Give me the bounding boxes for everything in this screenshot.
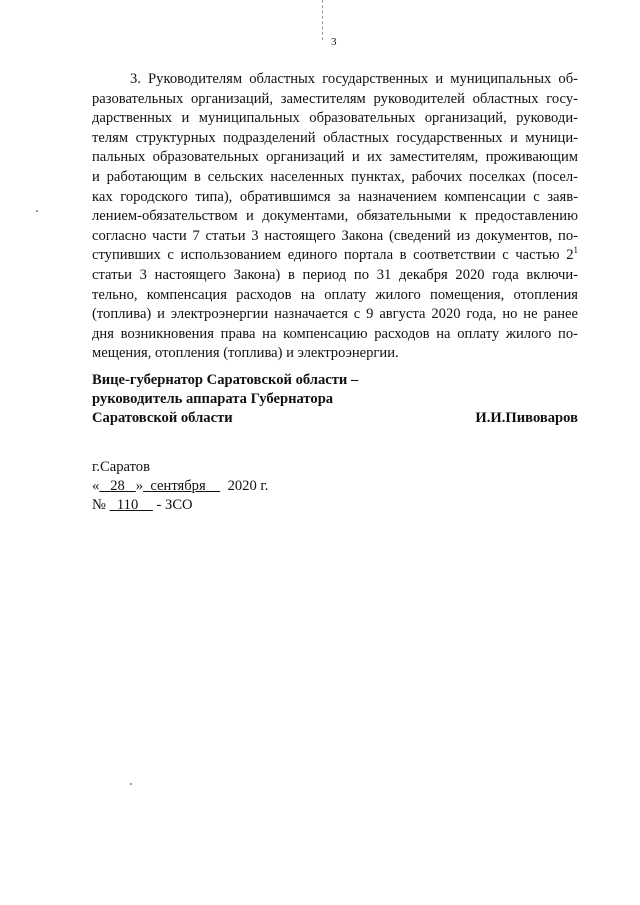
city: г.Саратов <box>92 459 150 475</box>
page-number: 3 <box>331 36 337 48</box>
document-number <box>110 497 153 513</box>
signatory-title-line-2: руководитель аппарата Губернатора <box>92 391 334 407</box>
number-prefix: № <box>92 497 106 513</box>
paragraph-line: пальных образовательных организаций и их заместителям, проживающим <box>92 149 578 166</box>
document-number-value: 110 <box>116 497 139 513</box>
paragraph-3 <box>92 70 578 364</box>
paragraph-line: лением-обязательством и документами, обязательными к предоставлению <box>92 208 578 225</box>
document-meta <box>92 458 268 515</box>
paragraph-line: (топлива) и электроэнергии назначается с 9 августа 2020 года, но не ранее <box>92 306 578 323</box>
date-quote-open: « <box>92 478 100 494</box>
paragraph-line: статьи 3 настоящего Закона) в период по 31 декабря 2020 года включи- <box>92 266 578 283</box>
date-day-value: 28 <box>110 478 125 494</box>
paragraph-line: согласно части 7 статьи 3 настоящего Закона (сведений из документов, по- <box>92 227 578 244</box>
paragraph-line: телям структурных подразделений областных государственных и муници- <box>92 129 578 146</box>
date-month-value: сентября <box>150 478 206 494</box>
number-suffix: - ЗСО <box>156 497 193 513</box>
date-line <box>92 477 268 496</box>
paragraph-line: дня возникновения права на компенсацию расходов на оплату жилого по- <box>92 325 578 342</box>
superscript: 1 <box>573 245 578 256</box>
date-day <box>99 478 136 494</box>
paragraph-line: мещения, отопления (топлива) и электроэнергии. <box>92 345 399 362</box>
signatory-title-line-1: Вице-губернатор Саратовской области – <box>92 372 359 388</box>
signatory-name: И.И.Пивоваров <box>475 410 578 426</box>
paragraph-line: и работающим в сельских населенных пунктах, рабочих поселках (посел- <box>92 168 578 185</box>
number-line <box>92 496 268 515</box>
date-quote-close: » <box>135 478 144 494</box>
paragraph-line: тельно, компенсация расходов на оплату жилого помещения, отопления <box>92 286 578 303</box>
paragraph-line: разовательных организаций, заместителям руководителей областных госу- <box>92 90 578 107</box>
paragraph-line: 3. Руководителям областных государственных и муниципальных об- <box>130 71 578 87</box>
date-month <box>143 478 220 494</box>
paragraph-line: ках городского типа), обратившимся за назначением компенсации с заяв- <box>92 188 578 205</box>
paragraph-line: дарственных и муниципальных образовательных организаций, руководи- <box>92 110 578 127</box>
paragraph-line-with-superscript <box>92 246 578 266</box>
scan-speck <box>36 210 38 212</box>
scan-speck <box>130 783 132 785</box>
signature-block <box>92 371 578 428</box>
scan-fold-mark <box>322 0 324 40</box>
paragraph-line-text: ступивших с использованием единого портала в соответствии с частью 2 <box>92 247 574 264</box>
date-year: 2020 г. <box>227 478 269 494</box>
signatory-title-line-3: Саратовской области <box>92 410 233 426</box>
